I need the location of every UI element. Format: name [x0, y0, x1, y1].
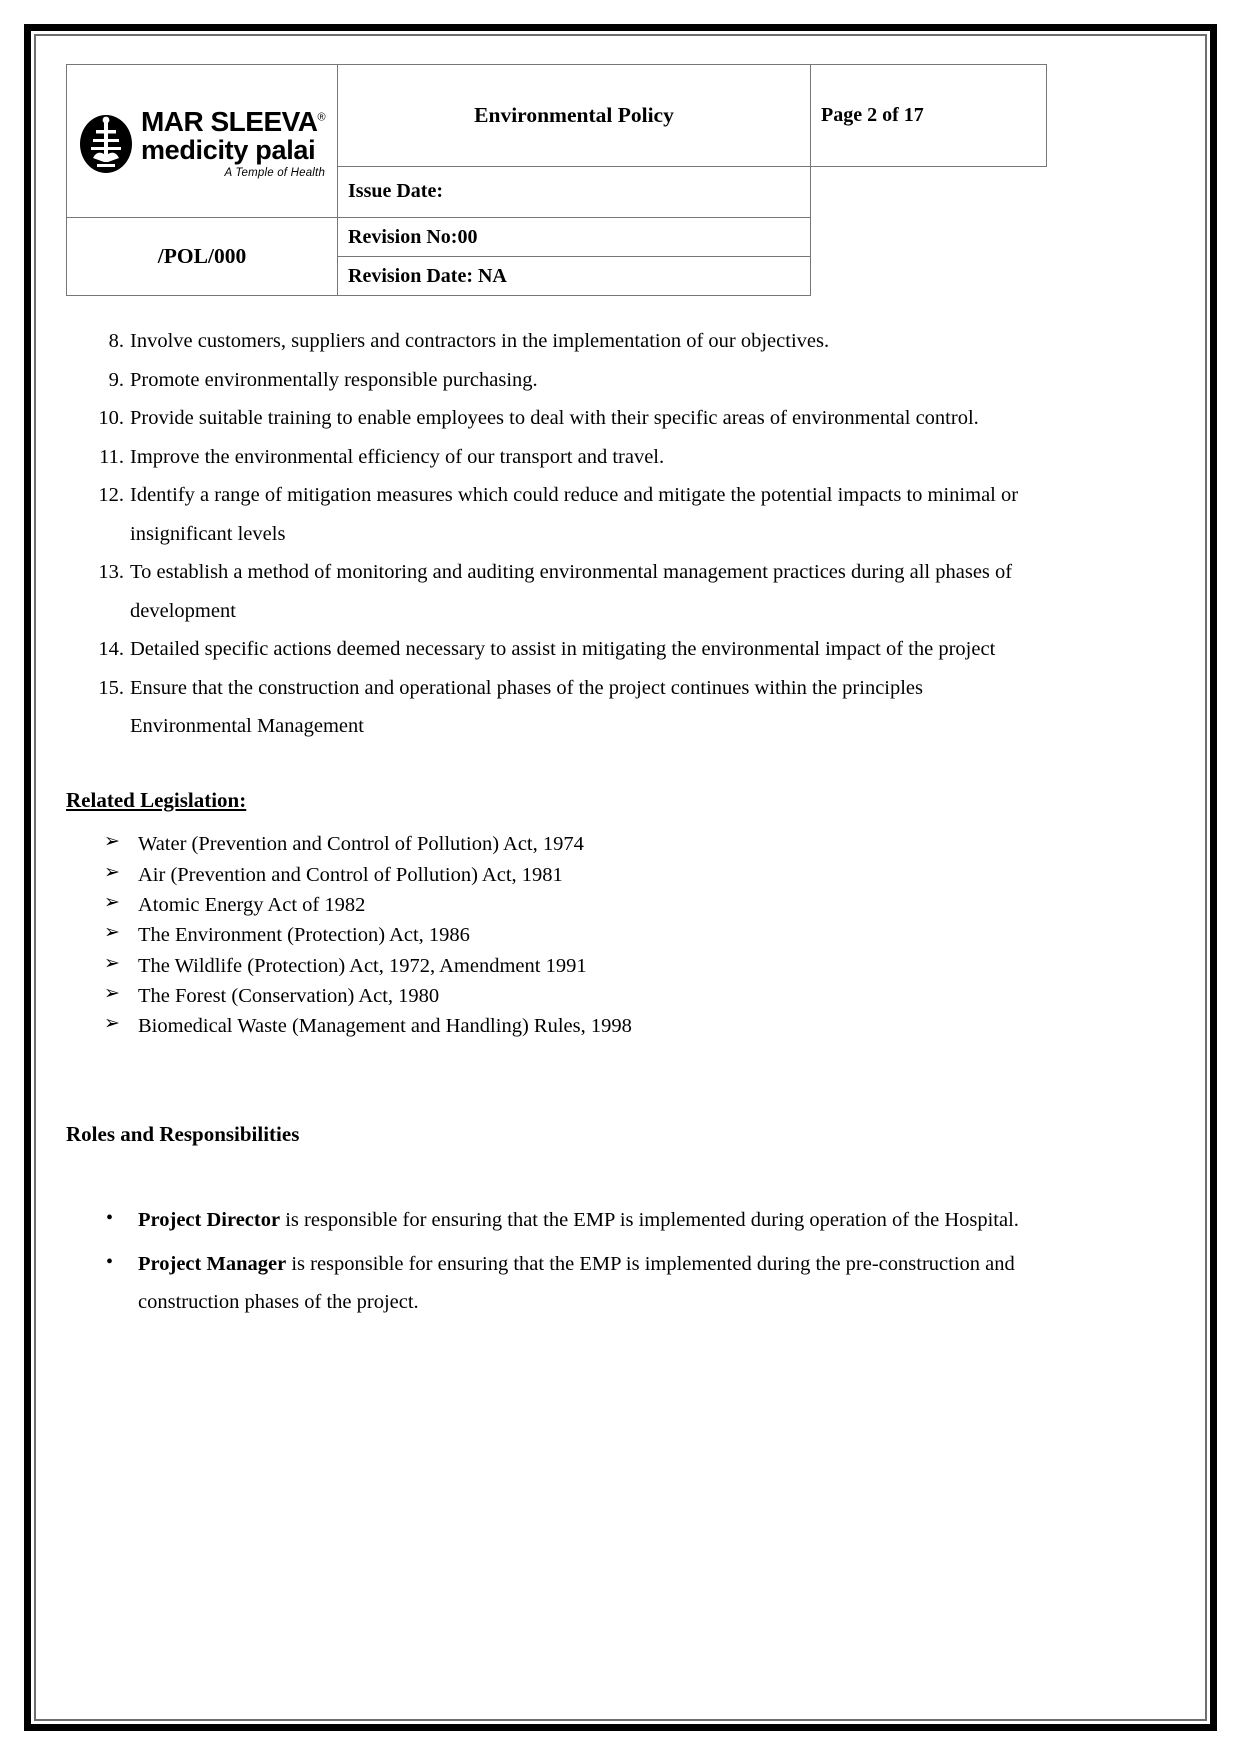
logo-brand-secondary: medicity palai — [140, 135, 316, 166]
revision-no-cell: Revision No:00 — [338, 218, 811, 257]
document-title: Environmental Policy — [338, 65, 811, 167]
role-name: Project Director — [138, 1208, 281, 1231]
role-name: Project Manager — [138, 1253, 287, 1276]
hospital-logo — [67, 102, 337, 180]
list-item — [66, 981, 1041, 1011]
list-item-number: 14. — [98, 638, 124, 661]
list-item-number: 13. — [98, 561, 124, 584]
list-item — [66, 1011, 1041, 1041]
list-item-text: Detailed specific actions deemed necessary to assist in mitigating the environmental impact of the project — [130, 638, 996, 661]
list-item — [66, 860, 1041, 890]
list-item — [66, 399, 1041, 438]
list-item-text: Improve the environmental efficiency of our transport and travel. — [130, 445, 665, 468]
list-item — [66, 476, 1041, 553]
arrow-bullet-icon: ➢ — [104, 952, 120, 974]
list-item-text: Water (Prevention and Control of Pollution) Act, 1974 — [138, 833, 584, 856]
list-item-text: To establish a method of monitoring and auditing environmental management practices during all phases of development — [130, 561, 1013, 622]
list-item-text: Air (Prevention and Control of Pollution) Act, 1981 — [138, 863, 563, 886]
list-item-number: 15. — [98, 676, 124, 699]
logo-brand-primary-text: MAR SLEEVA — [140, 106, 318, 138]
arrow-bullet-icon: ➢ — [104, 831, 120, 853]
round-bullet-icon: • — [106, 1251, 114, 1274]
list-item-text: Ensure that the construction and operational phases of the project continues within the principles Environmental Management — [130, 676, 924, 738]
page-number-cell: Page 2 of 17 — [811, 65, 1047, 167]
mar-sleeva-emblem-icon — [79, 114, 133, 174]
list-item — [66, 669, 1041, 746]
list-item — [66, 890, 1041, 920]
roles-responsibilities-heading: Roles and Responsibilities — [66, 1121, 300, 1146]
list-item-text: Promote environmentally responsible purchasing. — [130, 368, 538, 391]
list-item — [66, 951, 1041, 981]
arrow-bullet-icon: ➢ — [104, 982, 120, 1004]
list-item — [66, 630, 1041, 669]
list-item-text: The Wildlife (Protection) Act, 1972, Amendment 1991 — [138, 954, 587, 977]
arrow-bullet-icon: ➢ — [104, 891, 120, 913]
list-item-number: 10. — [98, 407, 124, 430]
related-legislation-list — [66, 829, 1041, 1041]
list-item-text: Atomic Energy Act of 1982 — [138, 893, 366, 916]
list-item — [66, 1201, 1041, 1239]
issue-date-cell: Issue Date: — [338, 166, 811, 217]
list-item-text: Involve customers, suppliers and contractors in the implementation of our objectives. — [130, 330, 830, 352]
logo-cell — [67, 65, 338, 218]
list-item-text: The Environment (Protection) Act, 1986 — [138, 924, 470, 947]
logo-brand-primary — [141, 108, 325, 136]
document-code: /POL/000 — [67, 218, 338, 296]
list-item-text: Provide suitable training to enable employees to deal with their specific areas of environmental control. — [130, 407, 979, 430]
list-item — [66, 920, 1041, 950]
list-item-text: Biomedical Waste (Management and Handling) Rules, 1998 — [138, 1015, 632, 1038]
related-legislation-heading — [66, 786, 1041, 815]
role-description: is responsible for ensuring that the EMP is implemented during the pre-construction and construction phases of the project. — [138, 1253, 1015, 1314]
revision-date-cell: Revision Date: NA — [338, 257, 811, 296]
role-description: is responsible for ensuring that the EMP is implemented during operation of the Hospital. — [280, 1208, 1019, 1231]
objectives-list — [66, 322, 1041, 746]
list-item-number: 8. — [108, 330, 124, 352]
related-legislation-heading-text: Related Legislation: — [66, 787, 247, 812]
arrow-bullet-icon: ➢ — [104, 1013, 120, 1035]
registered-trademark-icon: ® — [317, 111, 326, 124]
document-header-table — [66, 64, 1047, 296]
list-item — [66, 1245, 1041, 1321]
list-item-text: Identify a range of mitigation measures which could reduce and mitigate the potential impacts to minimal or insignificant levels — [130, 484, 1019, 545]
list-item — [66, 322, 1041, 361]
list-item-number: 9. — [108, 368, 124, 391]
list-item-number: 12. — [98, 484, 124, 507]
roles-responsibilities-list — [66, 1201, 1041, 1321]
logo-tagline: A Temple of Health — [224, 167, 326, 180]
list-item — [66, 829, 1041, 859]
round-bullet-icon: • — [106, 1206, 114, 1229]
list-item — [66, 438, 1041, 477]
logo-text-block — [141, 108, 325, 180]
arrow-bullet-icon: ➢ — [104, 861, 120, 883]
list-item — [66, 361, 1041, 400]
list-item — [66, 553, 1041, 630]
document-body — [66, 322, 1041, 1321]
page-content — [66, 64, 1041, 1327]
list-item-text: The Forest (Conservation) Act, 1980 — [138, 984, 440, 1007]
list-item-number: 11. — [99, 445, 124, 468]
arrow-bullet-icon: ➢ — [104, 922, 120, 944]
